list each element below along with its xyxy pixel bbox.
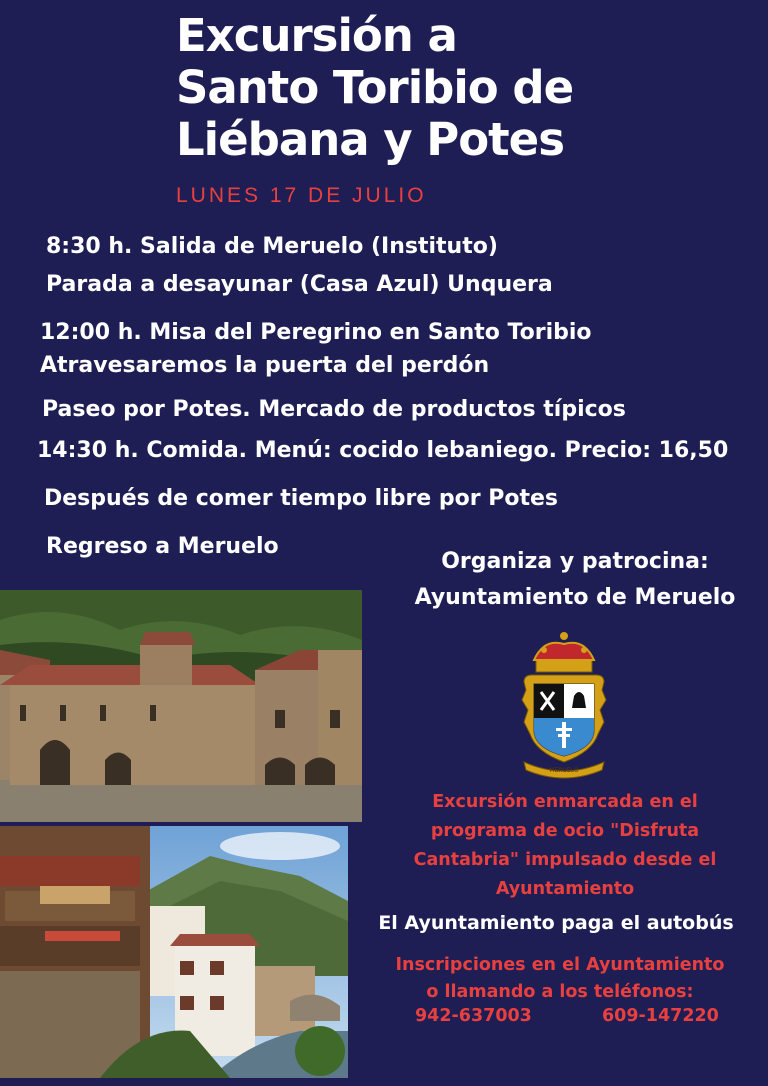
notice-line-4: Ayuntamiento: [495, 879, 635, 899]
registration-line-2: o llamando a los teléfonos:: [426, 982, 694, 1002]
organizer-label: Organiza y patrocina:: [441, 549, 709, 574]
bus-notice: El Ayuntamiento paga el autobús: [378, 912, 734, 934]
registration-info: [365, 952, 755, 1006]
title-line-3: Liébana y Potes: [176, 113, 564, 166]
phone-number-1: 942-637003: [415, 1006, 532, 1026]
potes-photo: [0, 826, 348, 1078]
schedule-item: Atravesaremos la puerta del perdón: [40, 353, 490, 378]
phone-number-2: 609-147220: [602, 1006, 719, 1026]
schedule-item: Regreso a Meruelo: [46, 534, 279, 559]
schedule-item: Parada a desayunar (Casa Azul) Unquera: [46, 272, 553, 297]
notice-line-3: Cantabria" impulsado desde el: [413, 850, 717, 870]
phone-numbers: [405, 1006, 735, 1036]
registration-line-1: Inscripciones en el Ayuntamiento: [395, 955, 725, 975]
schedule-item: 14:30 h. Comida. Menú: cocido lebaniego. Precio: 16,50: [37, 438, 729, 463]
municipal-crest: [514, 630, 614, 780]
schedule-item: 12:00 h. Misa del Peregrino en Santo Toribio: [40, 320, 592, 345]
schedule-item: Después de comer tiempo libre por Potes: [44, 486, 559, 511]
event-date: LUNES 17 DE JULIO: [176, 184, 427, 207]
title-line-1: Excursión a: [176, 9, 457, 62]
notice-line-2: programa de ocio "Disfruta: [430, 821, 700, 841]
poster-title: [176, 10, 736, 166]
notice-line-1: Excursión enmarcada en el: [432, 792, 698, 812]
organizer-name: Ayuntamiento de Meruelo: [414, 585, 736, 610]
schedule-item: Paseo por Potes. Mercado de productos típicos: [42, 397, 626, 422]
crest-motto: MERUELO: [549, 767, 579, 774]
monastery-photo: [0, 590, 362, 822]
program-notice: [395, 788, 735, 904]
schedule-item: 8:30 h. Salida de Meruelo (Instituto): [46, 234, 498, 259]
title-line-2: Santo Toribio de: [176, 61, 574, 114]
